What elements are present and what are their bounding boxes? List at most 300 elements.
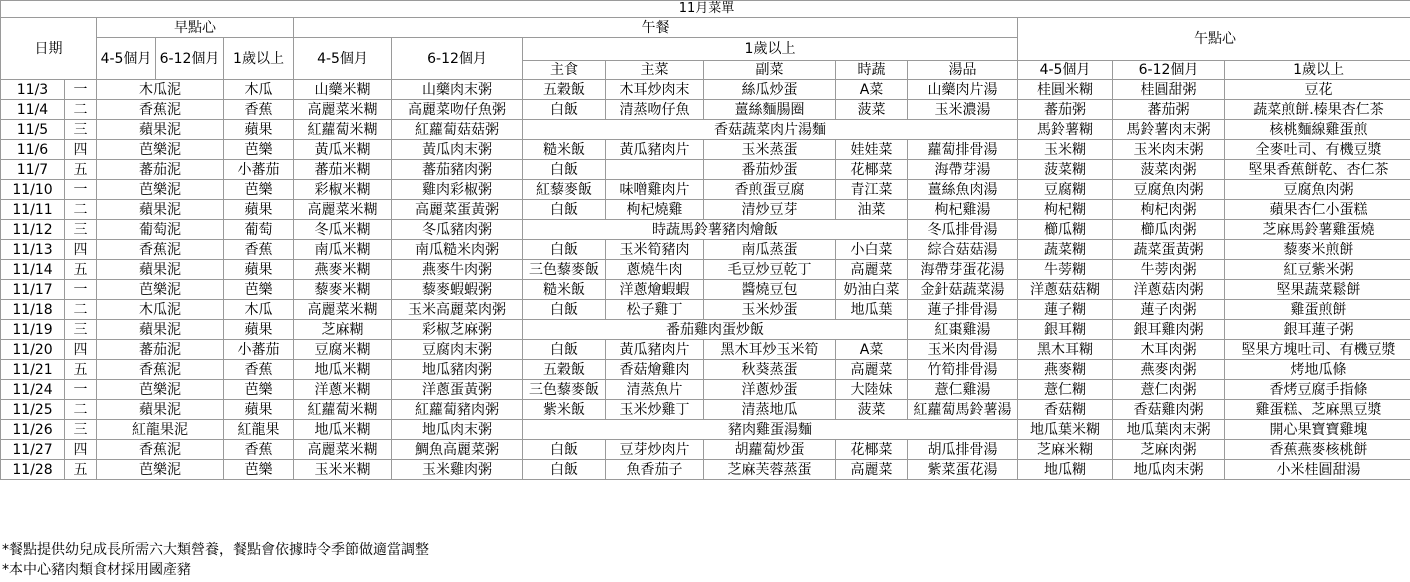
vegetable-cell: 奶油白菜 — [836, 280, 908, 300]
lunch-4-5-cell: 玉米米糊 — [294, 460, 392, 480]
breakfast-1-plus-cell: 芭樂 — [224, 380, 294, 400]
table-row — [1, 300, 1410, 320]
breakfast-infant-cell: 葡萄泥 — [97, 220, 224, 240]
afternoon-6-12-cell: 燕麥肉粥 — [1113, 360, 1225, 380]
date-cell: 11/7 — [1, 160, 65, 180]
afternoon-6-12-cell: 銀耳雞肉粥 — [1113, 320, 1225, 340]
date-cell: 11/6 — [1, 140, 65, 160]
lunch-4-5-cell: 高麗菜米糊 — [294, 300, 392, 320]
main-dish-cell: 木耳炒肉末 — [606, 80, 704, 100]
side-dish-cell: 醬燒豆包 — [704, 280, 836, 300]
lunch-6-12-cell: 地瓜豬肉粥 — [392, 360, 523, 380]
main-dish-cell: 黃瓜豬肉片 — [606, 140, 704, 160]
soup-cell: 玉米濃湯 — [908, 100, 1018, 120]
weekday-cell: 三 — [65, 320, 97, 340]
table-row — [1, 400, 1410, 420]
breakfast-infant-cell: 芭樂泥 — [97, 180, 224, 200]
afternoon-6-12-cell: 洋蔥菇肉粥 — [1113, 280, 1225, 300]
soup-cell: 冬瓜排骨湯 — [908, 220, 1018, 240]
weekday-cell: 五 — [65, 360, 97, 380]
lunch-6-12-cell: 南瓜糙米肉粥 — [392, 240, 523, 260]
vegetable-cell: 菠菜 — [836, 400, 908, 420]
lunch-6-12-cell: 黃瓜肉末粥 — [392, 140, 523, 160]
staple-cell: 糙米飯 — [523, 140, 606, 160]
side-dish-cell: 薑絲麵腸圈 — [704, 100, 836, 120]
afternoon-6-12-cell: 牛蒡肉粥 — [1113, 260, 1225, 280]
breakfast-infant-cell: 蕃茄泥 — [97, 340, 224, 360]
weekday-cell: 三 — [65, 420, 97, 440]
breakfast-infant-cell: 香蕉泥 — [97, 240, 224, 260]
breakfast-infant-cell: 芭樂泥 — [97, 460, 224, 480]
date-cell: 11/25 — [1, 400, 65, 420]
afternoon-header: 午點心 — [1018, 18, 1410, 61]
afternoon-6-12-cell: 芝麻肉粥 — [1113, 440, 1225, 460]
side-dish-cell: 番茄炒蛋 — [704, 160, 836, 180]
afternoon-1-plus-cell: 藜麥米煎餅 — [1225, 240, 1410, 260]
lunch-6-12-cell: 玉米高麗菜肉粥 — [392, 300, 523, 320]
breakfast-1-plus-cell: 木瓜 — [224, 300, 294, 320]
weekday-cell: 三 — [65, 220, 97, 240]
afternoon-6-12-cell: 桂圓甜粥 — [1113, 80, 1225, 100]
date-cell: 11/13 — [1, 240, 65, 260]
afternoon-age-6-12: 6-12個月 — [1113, 61, 1225, 80]
breakfast-infant-cell: 蕃茄泥 — [97, 160, 224, 180]
staple-cell: 白飯 — [523, 300, 606, 320]
lunch-6-12-cell: 冬瓜豬肉粥 — [392, 220, 523, 240]
staple-cell: 白飯 — [523, 160, 606, 180]
main-dish-cell: 黃瓜豬肉片 — [606, 340, 704, 360]
vegetable-cell: 青江菜 — [836, 180, 908, 200]
staple-cell: 糙米飯 — [523, 280, 606, 300]
breakfast-infant-cell: 芭樂泥 — [97, 280, 224, 300]
afternoon-4-5-cell: 地瓜糊 — [1018, 460, 1113, 480]
soup-cell: 綜合菇菇湯 — [908, 240, 1018, 260]
breakfast-1-plus-cell: 芭樂 — [224, 180, 294, 200]
afternoon-4-5-cell: 菠菜糊 — [1018, 160, 1113, 180]
lunch-merged-cell: 番茄雞肉蛋炒飯 — [523, 320, 908, 340]
weekday-cell: 二 — [65, 400, 97, 420]
staple-cell: 三色藜麥飯 — [523, 380, 606, 400]
side-dish-cell: 清蒸地瓜 — [704, 400, 836, 420]
main-dish-cell: 豆芽炒肉片 — [606, 440, 704, 460]
soup-header: 湯品 — [908, 61, 1018, 80]
table-row — [1, 180, 1410, 200]
vegetable-cell: 小白菜 — [836, 240, 908, 260]
table-row — [1, 140, 1410, 160]
main-dish-cell: 魚香茄子 — [606, 460, 704, 480]
header-row-meal — [1, 18, 1410, 38]
lunch-6-12-cell: 高麗菜吻仔魚粥 — [392, 100, 523, 120]
side-dish-cell: 清炒豆芽 — [704, 200, 836, 220]
weekday-cell: 二 — [65, 100, 97, 120]
table-row — [1, 260, 1410, 280]
afternoon-4-5-cell: 香菇糊 — [1018, 400, 1113, 420]
notes — [2, 540, 429, 580]
soup-cell: 紅蘿蔔馬鈴薯湯 — [908, 400, 1018, 420]
lunch-4-5-cell: 黃瓜米糊 — [294, 140, 392, 160]
breakfast-infant-cell: 蘋果泥 — [97, 260, 224, 280]
afternoon-4-5-cell: 薏仁糊 — [1018, 380, 1113, 400]
breakfast-infant-cell: 蘋果泥 — [97, 320, 224, 340]
breakfast-1-plus-cell: 芭樂 — [224, 280, 294, 300]
side-dish-cell: 毛豆炒豆乾丁 — [704, 260, 836, 280]
menu-title: 11月菜單 — [1, 1, 1410, 18]
main-dish-cell: 洋蔥燴蝦蝦 — [606, 280, 704, 300]
vegetable-header: 時蔬 — [836, 61, 908, 80]
weekday-cell: 四 — [65, 340, 97, 360]
main-dish-cell: 味噌雞肉片 — [606, 180, 704, 200]
lunch-6-12-cell: 玉米雞肉粥 — [392, 460, 523, 480]
soup-cell: 山藥肉片湯 — [908, 80, 1018, 100]
afternoon-4-5-cell: 洋蔥菇菇糊 — [1018, 280, 1113, 300]
breakfast-1-plus-cell: 葡萄 — [224, 220, 294, 240]
weekday-cell: 一 — [65, 80, 97, 100]
lunch-merged-cell: 豬肉雞蛋湯麵 — [523, 420, 1018, 440]
breakfast-1-plus-cell: 小蕃茄 — [224, 160, 294, 180]
vegetable-cell: 花椰菜 — [836, 440, 908, 460]
soup-cell: 玉米肉骨湯 — [908, 340, 1018, 360]
afternoon-6-12-cell: 玉米肉末粥 — [1113, 140, 1225, 160]
main-dish-cell: 清蒸吻仔魚 — [606, 100, 704, 120]
staple-cell: 紫米飯 — [523, 400, 606, 420]
lunch-4-5-cell: 地瓜米糊 — [294, 420, 392, 440]
table-row — [1, 460, 1410, 480]
table-row — [1, 420, 1410, 440]
table-row — [1, 440, 1410, 460]
table-row — [1, 120, 1410, 140]
afternoon-1-plus-cell: 豆腐魚肉粥 — [1225, 180, 1410, 200]
staple-cell: 白飯 — [523, 440, 606, 460]
lunch-6-12-cell: 紅蘿蔔菇菇粥 — [392, 120, 523, 140]
main-dish-header: 主菜 — [606, 61, 704, 80]
breakfast-infant-cell: 芭樂泥 — [97, 140, 224, 160]
afternoon-1-plus-cell: 雞蛋糕、芝麻黑豆漿 — [1225, 400, 1410, 420]
afternoon-6-12-cell: 地瓜葉肉末粥 — [1113, 420, 1225, 440]
breakfast-infant-cell: 香蕉泥 — [97, 360, 224, 380]
table-row — [1, 280, 1410, 300]
vegetable-cell: 高麗菜 — [836, 360, 908, 380]
staple-cell: 紅藜麥飯 — [523, 180, 606, 200]
breakfast-infant-cell: 蘋果泥 — [97, 120, 224, 140]
note-nutrition: *餐點提供幼兒成長所需六大類營養，餐點會依據時令季節做適當調整 — [2, 542, 429, 558]
afternoon-1-plus-cell: 雞蛋煎餅 — [1225, 300, 1410, 320]
side-dish-header: 副菜 — [704, 61, 836, 80]
breakfast-infant-cell: 木瓜泥 — [97, 80, 224, 100]
staple-cell: 白飯 — [523, 340, 606, 360]
afternoon-4-5-cell: 芝麻米糊 — [1018, 440, 1113, 460]
note-pork-origin: *本中心豬肉類食材採用國產豬 — [2, 562, 191, 578]
weekday-cell: 五 — [65, 460, 97, 480]
lunch-4-5-cell: 蕃茄米糊 — [294, 160, 392, 180]
breakfast-1-plus-cell: 木瓜 — [224, 80, 294, 100]
main-dish-cell — [606, 160, 704, 180]
breakfast-infant-cell: 蘋果泥 — [97, 400, 224, 420]
vegetable-cell: 地瓜葉 — [836, 300, 908, 320]
afternoon-4-5-cell: 蓮子糊 — [1018, 300, 1113, 320]
date-cell: 11/27 — [1, 440, 65, 460]
table-row — [1, 160, 1410, 180]
soup-cell: 胡瓜排骨湯 — [908, 440, 1018, 460]
lunch-4-5-cell: 山藥米糊 — [294, 80, 392, 100]
soup-cell: 金針菇蔬菜湯 — [908, 280, 1018, 300]
breakfast-infant-cell: 紅龍果泥 — [97, 420, 224, 440]
date-cell: 11/20 — [1, 340, 65, 360]
soup-cell: 海帶芽湯 — [908, 160, 1018, 180]
side-dish-cell: 南瓜蒸蛋 — [704, 240, 836, 260]
vegetable-cell: 大陸妹 — [836, 380, 908, 400]
side-dish-cell: 香煎蛋豆腐 — [704, 180, 836, 200]
afternoon-4-5-cell: 枸杞糊 — [1018, 200, 1113, 220]
staple-header: 主食 — [523, 61, 606, 80]
breakfast-1-plus-cell: 蘋果 — [224, 200, 294, 220]
main-dish-cell: 蔥燒牛肉 — [606, 260, 704, 280]
lunch-age-1-plus: 1歲以上 — [523, 38, 1018, 61]
table-row — [1, 220, 1410, 240]
soup-cell: 薑絲魚肉湯 — [908, 180, 1018, 200]
lunch-merged-cell: 香菇蔬菜肉片湯麵 — [523, 120, 1018, 140]
weekday-cell: 二 — [65, 200, 97, 220]
soup-cell: 枸杞雞湯 — [908, 200, 1018, 220]
date-cell: 11/24 — [1, 380, 65, 400]
date-cell: 11/12 — [1, 220, 65, 240]
side-dish-cell: 黑木耳炒玉米筍 — [704, 340, 836, 360]
afternoon-1-plus-cell: 核桃麵線雞蛋煎 — [1225, 120, 1410, 140]
afternoon-6-12-cell: 薏仁肉粥 — [1113, 380, 1225, 400]
soup-cell: 竹筍排骨湯 — [908, 360, 1018, 380]
date-cell: 11/4 — [1, 100, 65, 120]
date-cell: 11/10 — [1, 180, 65, 200]
soup-cell: 蓮子排骨湯 — [908, 300, 1018, 320]
afternoon-6-12-cell: 蕃茄粥 — [1113, 100, 1225, 120]
breakfast-1-plus-cell: 蘋果 — [224, 120, 294, 140]
afternoon-1-plus-cell: 銀耳蓮子粥 — [1225, 320, 1410, 340]
breakfast-1-plus-cell: 香蕉 — [224, 240, 294, 260]
lunch-4-5-cell: 南瓜米糊 — [294, 240, 392, 260]
lunch-4-5-cell: 豆腐米糊 — [294, 340, 392, 360]
lunch-4-5-cell: 高麗菜米糊 — [294, 440, 392, 460]
table-row — [1, 80, 1410, 100]
lunch-6-12-cell: 彩椒芝麻粥 — [392, 320, 523, 340]
staple-cell: 白飯 — [523, 240, 606, 260]
vegetable-cell: 高麗菜 — [836, 260, 908, 280]
afternoon-6-12-cell: 木耳肉粥 — [1113, 340, 1225, 360]
afternoon-4-5-cell: 桂圓米糊 — [1018, 80, 1113, 100]
lunch-4-5-cell: 紅蘿蔔米糊 — [294, 120, 392, 140]
afternoon-6-12-cell: 櫛瓜肉粥 — [1113, 220, 1225, 240]
title-row — [1, 1, 1410, 18]
lunch-6-12-cell: 鯛魚高麗菜粥 — [392, 440, 523, 460]
staple-cell: 五穀飯 — [523, 80, 606, 100]
afternoon-1-plus-cell: 芝麻馬鈴薯雞蛋燒 — [1225, 220, 1410, 240]
weekday-cell: 四 — [65, 240, 97, 260]
lunch-4-5-cell: 冬瓜米糊 — [294, 220, 392, 240]
lunch-4-5-cell: 藜麥米糊 — [294, 280, 392, 300]
side-dish-cell: 絲瓜炒蛋 — [704, 80, 836, 100]
afternoon-4-5-cell: 蔬菜糊 — [1018, 240, 1113, 260]
breakfast-infant-cell: 蘋果泥 — [97, 200, 224, 220]
afternoon-1-plus-cell: 全麥吐司、有機豆漿 — [1225, 140, 1410, 160]
afternoon-1-plus-cell: 烤地瓜條 — [1225, 360, 1410, 380]
lunch-age-6-12: 6-12個月 — [392, 38, 523, 80]
afternoon-4-5-cell: 銀耳糊 — [1018, 320, 1113, 340]
afternoon-6-12-cell: 蔬菜蛋黃粥 — [1113, 240, 1225, 260]
date-cell: 11/19 — [1, 320, 65, 340]
date-cell: 11/14 — [1, 260, 65, 280]
vegetable-cell: 高麗菜 — [836, 460, 908, 480]
table-row — [1, 360, 1410, 380]
breakfast-infant-cell: 木瓜泥 — [97, 300, 224, 320]
lunch-4-5-cell: 地瓜米糊 — [294, 360, 392, 380]
breakfast-header: 早點心 — [97, 18, 294, 38]
lunch-6-12-cell: 山藥肉末粥 — [392, 80, 523, 100]
afternoon-age-4-5: 4-5個月 — [1018, 61, 1113, 80]
lunch-6-12-cell: 高麗菜蛋黃粥 — [392, 200, 523, 220]
lunch-4-5-cell: 燕麥米糊 — [294, 260, 392, 280]
breakfast-1-plus-cell: 香蕉 — [224, 440, 294, 460]
menu-body — [1, 1, 1410, 480]
lunch-6-12-cell: 蕃茄豬肉粥 — [392, 160, 523, 180]
lunch-4-5-cell: 高麗菜米糊 — [294, 200, 392, 220]
breakfast-infant-cell: 香蕉泥 — [97, 100, 224, 120]
side-dish-cell: 玉米蒸蛋 — [704, 140, 836, 160]
table-row — [1, 240, 1410, 260]
afternoon-4-5-cell: 地瓜葉米糊 — [1018, 420, 1113, 440]
table-row — [1, 340, 1410, 360]
breakfast-1-plus-cell: 香蕉 — [224, 100, 294, 120]
lunch-4-5-cell: 洋蔥米糊 — [294, 380, 392, 400]
afternoon-1-plus-cell: 堅果蔬菜鬆餅 — [1225, 280, 1410, 300]
table-row — [1, 100, 1410, 120]
breakfast-1-plus-cell: 香蕉 — [224, 360, 294, 380]
lunch-6-12-cell: 燕麥牛肉粥 — [392, 260, 523, 280]
soup-cell: 蘿蔔排骨湯 — [908, 140, 1018, 160]
vegetable-cell: A菜 — [836, 80, 908, 100]
weekday-cell: 一 — [65, 280, 97, 300]
soup-cell: 紫菜蛋花湯 — [908, 460, 1018, 480]
breakfast-infant-cell: 香蕉泥 — [97, 440, 224, 460]
afternoon-1-plus-cell: 蔬菜煎餅.榛果杏仁茶 — [1225, 100, 1410, 120]
afternoon-1-plus-cell: 豆花 — [1225, 80, 1410, 100]
date-header: 日期 — [1, 18, 97, 80]
lunch-merged-cell: 時蔬馬鈴薯豬肉燴飯 — [523, 220, 908, 240]
staple-cell: 白飯 — [523, 200, 606, 220]
lunch-6-12-cell: 雞肉彩椒粥 — [392, 180, 523, 200]
breakfast-1-plus-cell: 蘋果 — [224, 260, 294, 280]
afternoon-1-plus-cell: 蘋果杏仁小蛋糕 — [1225, 200, 1410, 220]
afternoon-age-1-plus: 1歲以上 — [1225, 61, 1410, 80]
weekday-cell: 二 — [65, 300, 97, 320]
afternoon-4-5-cell: 牛蒡糊 — [1018, 260, 1113, 280]
lunch-age-4-5: 4-5個月 — [294, 38, 392, 80]
main-dish-cell: 枸杞燒雞 — [606, 200, 704, 220]
date-cell: 11/28 — [1, 460, 65, 480]
afternoon-1-plus-cell: 香烤豆腐手指條 — [1225, 380, 1410, 400]
lunch-4-5-cell: 彩椒米糊 — [294, 180, 392, 200]
main-dish-cell: 玉米炒雞丁 — [606, 400, 704, 420]
breakfast-1-plus-cell: 紅龍果 — [224, 420, 294, 440]
afternoon-1-plus-cell: 堅果方塊吐司、有機豆漿 — [1225, 340, 1410, 360]
soup-cell: 薏仁雞湯 — [908, 380, 1018, 400]
side-dish-cell: 洋蔥炒蛋 — [704, 380, 836, 400]
weekday-cell: 四 — [65, 440, 97, 460]
afternoon-4-5-cell: 黑木耳糊 — [1018, 340, 1113, 360]
vegetable-cell: 油菜 — [836, 200, 908, 220]
staple-cell: 五穀飯 — [523, 360, 606, 380]
breakfast-1-plus-cell: 小蕃茄 — [224, 340, 294, 360]
side-dish-cell: 芝麻芙蓉蒸蛋 — [704, 460, 836, 480]
afternoon-4-5-cell: 蕃茄粥 — [1018, 100, 1113, 120]
table-row — [1, 320, 1410, 340]
vegetable-cell: 娃娃菜 — [836, 140, 908, 160]
table-row — [1, 200, 1410, 220]
afternoon-1-plus-cell: 香蕉燕麥核桃餅 — [1225, 440, 1410, 460]
breakfast-1-plus-cell: 蘋果 — [224, 320, 294, 340]
afternoon-6-12-cell: 蓮子肉粥 — [1113, 300, 1225, 320]
side-dish-cell: 胡蘿蔔炒蛋 — [704, 440, 836, 460]
soup-cell: 紅棗雞湯 — [908, 320, 1018, 340]
breakfast-age-6-12: 6-12個月 — [156, 38, 224, 80]
date-cell: 11/11 — [1, 200, 65, 220]
date-cell: 11/5 — [1, 120, 65, 140]
date-cell: 11/17 — [1, 280, 65, 300]
lunch-6-12-cell: 藜麥蝦蝦粥 — [392, 280, 523, 300]
breakfast-1-plus-cell: 芭樂 — [224, 140, 294, 160]
afternoon-4-5-cell: 櫛瓜糊 — [1018, 220, 1113, 240]
lunch-4-5-cell: 芝麻糊 — [294, 320, 392, 340]
weekday-cell: 五 — [65, 260, 97, 280]
soup-cell: 海帶芽蛋花湯 — [908, 260, 1018, 280]
main-dish-cell: 清蒸魚片 — [606, 380, 704, 400]
weekday-cell: 一 — [65, 180, 97, 200]
lunch-header: 午餐 — [294, 18, 1018, 38]
staple-cell: 三色藜麥飯 — [523, 260, 606, 280]
table-row — [1, 380, 1410, 400]
date-cell: 11/3 — [1, 80, 65, 100]
weekday-cell: 四 — [65, 140, 97, 160]
main-dish-cell: 香菇燴雞肉 — [606, 360, 704, 380]
main-dish-cell: 玉米筍豬肉 — [606, 240, 704, 260]
afternoon-4-5-cell: 燕麥糊 — [1018, 360, 1113, 380]
lunch-6-12-cell: 豆腐肉末粥 — [392, 340, 523, 360]
afternoon-6-12-cell: 馬鈴薯肉末粥 — [1113, 120, 1225, 140]
lunch-6-12-cell: 洋蔥蛋黃粥 — [392, 380, 523, 400]
weekday-cell: 一 — [65, 380, 97, 400]
breakfast-age-1-plus: 1歲以上 — [224, 38, 294, 80]
breakfast-age-4-5: 4-5個月 — [97, 38, 156, 80]
weekday-cell: 三 — [65, 120, 97, 140]
afternoon-6-12-cell: 香菇雞肉粥 — [1113, 400, 1225, 420]
date-cell: 11/21 — [1, 360, 65, 380]
breakfast-1-plus-cell: 蘋果 — [224, 400, 294, 420]
afternoon-6-12-cell: 地瓜肉末粥 — [1113, 460, 1225, 480]
staple-cell: 白飯 — [523, 460, 606, 480]
afternoon-1-plus-cell: 開心果寶寶雞塊 — [1225, 420, 1410, 440]
weekday-cell: 五 — [65, 160, 97, 180]
afternoon-1-plus-cell: 紅豆紫米粥 — [1225, 260, 1410, 280]
date-cell: 11/26 — [1, 420, 65, 440]
afternoon-1-plus-cell: 小米桂圓甜湯 — [1225, 460, 1410, 480]
afternoon-4-5-cell: 豆腐糊 — [1018, 180, 1113, 200]
side-dish-cell: 玉米炒蛋 — [704, 300, 836, 320]
lunch-4-5-cell: 紅蘿蔔米糊 — [294, 400, 392, 420]
vegetable-cell: 花椰菜 — [836, 160, 908, 180]
staple-cell: 白飯 — [523, 100, 606, 120]
afternoon-1-plus-cell: 堅果香蕉餅乾、杏仁茶 — [1225, 160, 1410, 180]
afternoon-6-12-cell: 菠菜肉粥 — [1113, 160, 1225, 180]
lunch-4-5-cell: 高麗菜米糊 — [294, 100, 392, 120]
afternoon-6-12-cell: 豆腐魚肉粥 — [1113, 180, 1225, 200]
side-dish-cell: 秋葵蒸蛋 — [704, 360, 836, 380]
